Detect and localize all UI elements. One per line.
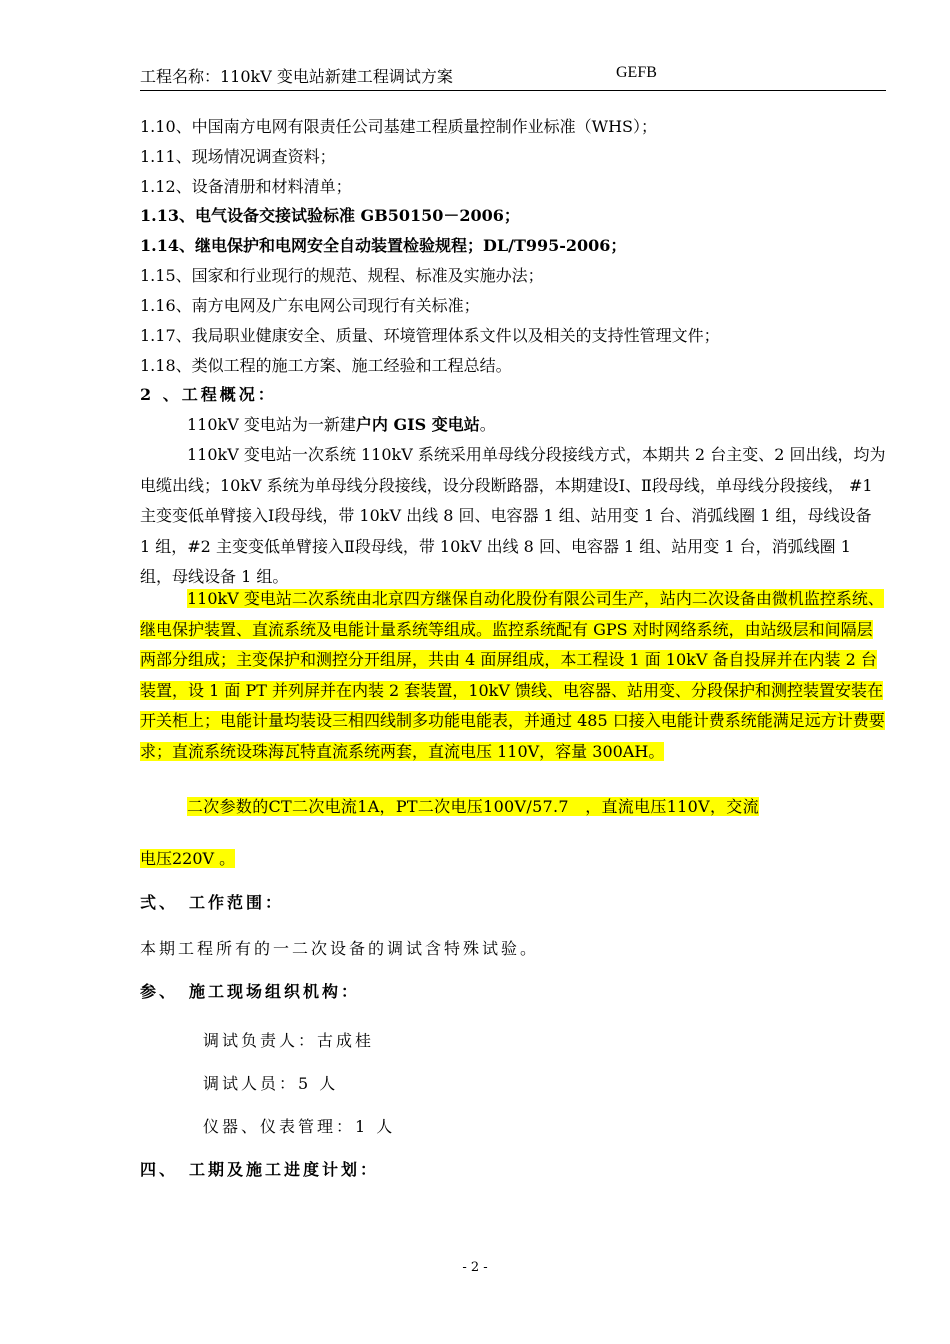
page-header xyxy=(140,64,886,91)
document-code: GEFB xyxy=(616,64,657,81)
list-item: 1.11、现场情况调查资料； xyxy=(140,147,336,166)
overview-paragraph-1 xyxy=(140,410,886,441)
highlighted-text: 电压220V 。 xyxy=(140,849,236,868)
highlighted-text: 110kV 变电站二次系统由北京四方继保自动化股份有限公司生产，站内二次设备由微机监控系统、继电保护装置、直流系统及电能计量系统等组成。监控系统配有 GPS 对时网络系统，由站级层和间隔层两部分组成；主变保护和测控分开组屏，共由 4 面屏组成，本工程设 1 面 10kV 备自投屏并在内装 2 台装置，设 1 面 PT 并列屏并在内装 2 套装置，10kV 馈线、电容器、站用变、分段保护和测控装置安装在开关柜上；电能计量均装设三相四线制多功能电能表，并通过 485 口接入电能计费系统能满足远方计费要求；直流系统设珠海瓦特直流系统两套，直流电压 110V，容量 300AH。 xyxy=(140,589,885,761)
list-item: 1.17、我局职业健康安全、质量、环境管理体系文件以及相关的支持性管理文件； xyxy=(140,326,720,345)
overview-paragraph-4-end xyxy=(140,844,886,875)
overview-emphasis: 户内 GIS 变电站 xyxy=(355,415,480,434)
section-heading: 参、 施工现场组织机构： xyxy=(140,982,361,1001)
org-item: 仪器、仪表管理：1 人 xyxy=(203,1117,396,1136)
org-item: 调试人员：5 人 xyxy=(203,1074,339,1093)
list-item: 1.18、类似工程的施工方案、施工经验和工程总结。 xyxy=(140,356,512,375)
overview-paragraph-3 xyxy=(140,584,886,767)
list-item: 1.14、继电保护和电网安全自动装置检验规程；DL/T995-2006； xyxy=(140,236,627,255)
list-item: 1.13、电气设备交接试验标准 GB50150－2006； xyxy=(140,206,520,225)
list-item: 1.16、南方电网及广东电网公司现行有关标准； xyxy=(140,296,480,315)
org-item: 调试负责人：古成桂 xyxy=(203,1031,375,1050)
scope-text: 本期工程所有的一二次设备的调试含特殊试验。 xyxy=(140,939,540,958)
section-heading: 四、 工期及施工进度计划： xyxy=(140,1160,380,1179)
page-number: - 2 - xyxy=(462,1260,488,1275)
list-item: 1.15、国家和行业现行的规范、规程、标准及实施办法； xyxy=(140,266,544,285)
overview-paragraph-2: 110kV 变电站一次系统 110kV 系统采用单母线分段接线方式，本期共 2 台主变、2 回出线，均为电缆出线；10kV 系统为单母线分段接线，设分段断路器，本期建设Ⅰ、Ⅱ段母线，单母线分段接线， #1 主变变低单臂接入Ⅰ段母线，带 10kV 出线 8 回、电容器 1 组、站用变 1 台、消弧线圈 1 组，母线设备 1 组，#2 主变变低单臂接入Ⅱ段母线，带 10kV 出线 8 回、电容器 1 组、站用变 1 台，消弧线圈 1 组，母线设备 1 组。 xyxy=(140,445,886,586)
overview-text: 110kV 变电站为一新建 xyxy=(187,415,356,434)
list-item: 1.12、设备清册和材料清单； xyxy=(140,177,352,196)
project-name: 工程名称：110kV 变电站新建工程调试方案 xyxy=(140,67,453,86)
overview-paragraph-4 xyxy=(140,792,886,823)
section-heading: 2 、工程概况： xyxy=(140,385,277,404)
highlighted-text: 二次参数的CT二次电流1A，PT二次电压100V/57.7 ，直流电压110V，交流 xyxy=(187,797,759,816)
section-heading: 弍、 工作范围： xyxy=(140,893,285,912)
list-item: 1.10、中国南方电网有限责任公司基建工程质量控制作业标准（WHS）； xyxy=(140,117,657,136)
overview-text-end: 。 xyxy=(479,415,496,434)
